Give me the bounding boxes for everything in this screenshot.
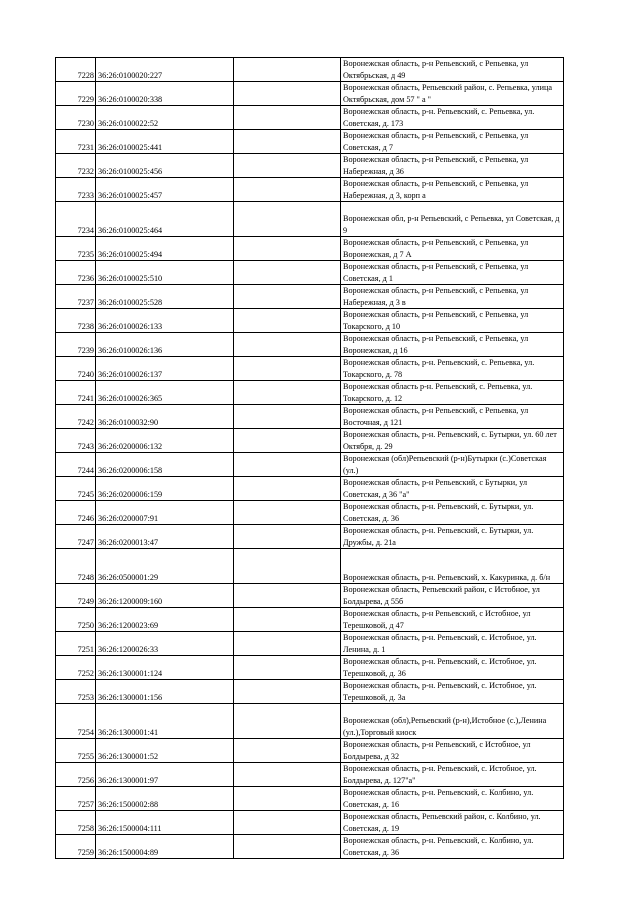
address-cell: Воронежская область, р-н. Репьевский, с. Бутырки, ул. Советская, д. 36: [341, 501, 564, 525]
address-cell: Воронежская (обл)Репьевский (р-н)Бутырки (с.)Советская (ул.): [341, 453, 564, 477]
row-number-cell: 7244: [56, 453, 96, 477]
address-cell: Воронежская область, р-н Репьевский, с Репьевка, ул Восточная, д 121: [341, 405, 564, 429]
row-number-cell: 7239: [56, 333, 96, 357]
row-number-cell: 7234: [56, 202, 96, 237]
table-row: [56, 787, 564, 811]
row-number-cell: 7255: [56, 739, 96, 763]
cadastral-number-cell: 36:26:1300001:124: [96, 656, 234, 680]
empty-cell: [234, 237, 341, 261]
cadastral-number-cell: 36:26:0100026:136: [96, 333, 234, 357]
row-number-cell: 7259: [56, 835, 96, 859]
cadastral-number-cell: 36:26:0100025:494: [96, 237, 234, 261]
empty-cell: [234, 405, 341, 429]
table-row: [56, 58, 564, 82]
row-number-cell: 7242: [56, 405, 96, 429]
address-cell: Воронежская область, р-н Репьевский, с Репьевка, ул Воронежская, д 16: [341, 333, 564, 357]
empty-cell: [234, 429, 341, 453]
address-cell: Воронежская область, р-н Репьевский, с Бутырки, ул Советская, д 36 "а": [341, 477, 564, 501]
empty-cell: [234, 106, 341, 130]
address-cell: Воронежская область, р-н. Репьевский, с. Бутырки, ул. 60 лет Октября, д. 29: [341, 429, 564, 453]
empty-cell: [234, 178, 341, 202]
row-number-cell: 7237: [56, 285, 96, 309]
table-row: [56, 357, 564, 381]
empty-cell: [234, 835, 341, 859]
cadastral-number-cell: 36:26:0200007:91: [96, 501, 234, 525]
table-row: [56, 453, 564, 477]
empty-cell: [234, 357, 341, 381]
row-number-cell: 7253: [56, 680, 96, 704]
cadastral-number-cell: 36:26:1300001:97: [96, 763, 234, 787]
empty-cell: [234, 58, 341, 82]
cadastral-number-cell: 36:26:1500004:89: [96, 835, 234, 859]
row-number-cell: 7257: [56, 787, 96, 811]
table-row: [56, 501, 564, 525]
row-number-cell: 7228: [56, 58, 96, 82]
table-row: [56, 835, 564, 859]
cadastral-number-cell: 36:26:0200013:47: [96, 525, 234, 549]
row-number-cell: 7245: [56, 477, 96, 501]
address-cell: Воронежская обл, р-н Репьевский, с Репьевка, ул Советская, д 9: [341, 202, 564, 237]
row-number-cell: 7243: [56, 429, 96, 453]
cadastral-number-cell: 36:26:1200026:33: [96, 632, 234, 656]
empty-cell: [234, 285, 341, 309]
cadastral-number-cell: 36:26:0100025:441: [96, 130, 234, 154]
table-row: [56, 525, 564, 549]
table-row: [56, 261, 564, 285]
empty-cell: [234, 787, 341, 811]
empty-cell: [234, 130, 341, 154]
row-number-cell: 7251: [56, 632, 96, 656]
address-cell: Воронежская область, р-н. Репьевский, с. Истобное, ул. Терешковой, д. 36: [341, 656, 564, 680]
table-row: [56, 381, 564, 405]
empty-cell: [234, 680, 341, 704]
cadastral-number-cell: 36:26:1200023:69: [96, 608, 234, 632]
table-row: [56, 106, 564, 130]
cadastral-number-cell: 36:26:0100032:90: [96, 405, 234, 429]
row-number-cell: 7247: [56, 525, 96, 549]
address-cell: Воронежская область, р-н Репьевский, с Репьевка, ул Воронежская, д 7 А: [341, 237, 564, 261]
row-number-cell: 7241: [56, 381, 96, 405]
table-row: [56, 154, 564, 178]
table-row: [56, 82, 564, 106]
address-cell: Воронежская область, Репьевский район, с Истобное, ул Болдырева, д 55б: [341, 584, 564, 608]
address-cell: Воронежская область, р-н. Репьевский, с. Истобное, ул. Болдырева, д. 127"а": [341, 763, 564, 787]
address-cell: Воронежская область, р-н. Репьевский, с. Истобное, ул. Терешковой, д. 3а: [341, 680, 564, 704]
address-cell: Воронежская область, р-н Репьевский, с Истобное, ул Терешковой, д 47: [341, 608, 564, 632]
address-cell: Воронежская область р-н. Репьевский, с. Репьевка, ул. Токарского, д. 12: [341, 381, 564, 405]
empty-cell: [234, 739, 341, 763]
empty-cell: [234, 525, 341, 549]
table-row: [56, 477, 564, 501]
cadastral-number-cell: 36:26:1300001:41: [96, 704, 234, 739]
row-number-cell: 7233: [56, 178, 96, 202]
registry-table: [55, 57, 564, 859]
row-number-cell: 7246: [56, 501, 96, 525]
table-row: [56, 429, 564, 453]
row-number-cell: 7256: [56, 763, 96, 787]
table-row: [56, 549, 564, 584]
cadastral-number-cell: 36:26:0100025:528: [96, 285, 234, 309]
row-number-cell: 7240: [56, 357, 96, 381]
cadastral-number-cell: 36:26:0100022:52: [96, 106, 234, 130]
empty-cell: [234, 477, 341, 501]
table-row: [56, 632, 564, 656]
empty-cell: [234, 333, 341, 357]
cadastral-number-cell: 36:26:0100025:456: [96, 154, 234, 178]
table-row: [56, 704, 564, 739]
empty-cell: [234, 202, 341, 237]
empty-cell: [234, 501, 341, 525]
table-row: [56, 178, 564, 202]
table-row: [56, 584, 564, 608]
table-row: [56, 285, 564, 309]
row-number-cell: 7232: [56, 154, 96, 178]
address-cell: Воронежская область, р-н. Репьевский, с. Репьевка, ул. Советская, д. 173: [341, 106, 564, 130]
cadastral-number-cell: 36:26:1300001:156: [96, 680, 234, 704]
row-number-cell: 7230: [56, 106, 96, 130]
address-cell: Воронежская область, Репьевский район, с. Колбино, ул. Советская, д. 19: [341, 811, 564, 835]
cadastral-number-cell: 36:26:1500002:88: [96, 787, 234, 811]
empty-cell: [234, 608, 341, 632]
row-number-cell: 7258: [56, 811, 96, 835]
table-row: [56, 608, 564, 632]
empty-cell: [234, 82, 341, 106]
address-cell: Воронежская область, р-н Репьевский, с Репьевка, ул Набережная, д 3, корп а: [341, 178, 564, 202]
address-cell: Воронежская область, р-н Репьевский, с Репьевка, ул Советская, д 7: [341, 130, 564, 154]
empty-cell: [234, 309, 341, 333]
cadastral-number-cell: 36:26:0200006:159: [96, 477, 234, 501]
address-cell: Воронежская область, р-н Репьевский, с Репьевка, ул Токарского, д 10: [341, 309, 564, 333]
empty-cell: [234, 811, 341, 835]
registry-table-body: [56, 58, 564, 859]
cadastral-number-cell: 36:26:0500001:29: [96, 549, 234, 584]
address-cell: Воронежская область, Репьевский район, с. Репьевка, улица Октябрьская, дом 57 " а ": [341, 82, 564, 106]
table-row: [56, 656, 564, 680]
empty-cell: [234, 763, 341, 787]
cadastral-number-cell: 36:26:1200009:160: [96, 584, 234, 608]
cadastral-number-cell: 36:26:0100020:227: [96, 58, 234, 82]
empty-cell: [234, 453, 341, 477]
address-cell: Воронежская область, р-н Репьевский, с Репьевка, ул Набережная, д 36: [341, 154, 564, 178]
address-cell: Воронежская область, р-н Репьевский, с Истобное, ул Болдырева, д 32: [341, 739, 564, 763]
row-number-cell: 7249: [56, 584, 96, 608]
cadastral-number-cell: 36:26:1500004:111: [96, 811, 234, 835]
row-number-cell: 7236: [56, 261, 96, 285]
row-number-cell: 7252: [56, 656, 96, 680]
row-number-cell: 7250: [56, 608, 96, 632]
table-row: [56, 739, 564, 763]
address-cell: Воронежская область, р-н. Репьевский, с. Репьевка, ул. Токарского, д. 78: [341, 357, 564, 381]
cadastral-number-cell: 36:26:0100025:464: [96, 202, 234, 237]
address-cell: Воронежская область, р-н. Репьевский, с. Истобное, ул. Ленина, д. 1: [341, 632, 564, 656]
address-cell: Воронежская область, р-н. Репьевский, с. Колбино, ул. Советская, д. 16: [341, 787, 564, 811]
row-number-cell: 7248: [56, 549, 96, 584]
empty-cell: [234, 632, 341, 656]
empty-cell: [234, 381, 341, 405]
row-number-cell: 7238: [56, 309, 96, 333]
empty-cell: [234, 704, 341, 739]
address-cell: Воронежская область, р-н Репьевский, с Репьевка, ул Набережная, д 3 в: [341, 285, 564, 309]
cadastral-number-cell: 36:26:0200006:158: [96, 453, 234, 477]
table-row: [56, 130, 564, 154]
empty-cell: [234, 154, 341, 178]
empty-cell: [234, 656, 341, 680]
table-row: [56, 763, 564, 787]
table-row: [56, 237, 564, 261]
row-number-cell: 7231: [56, 130, 96, 154]
address-cell: Воронежская область, р-н. Репьевский, с. Бутырки, ул. Дружбы, д. 21а: [341, 525, 564, 549]
address-cell: Воронежская область, р-н Репьевский, с Репьевка, ул Октябрьская, д 49: [341, 58, 564, 82]
table-row: [56, 811, 564, 835]
table-row: [56, 405, 564, 429]
table-row: [56, 309, 564, 333]
cadastral-number-cell: 36:26:1300001:52: [96, 739, 234, 763]
cadastral-number-cell: 36:26:0200006:132: [96, 429, 234, 453]
table-row: [56, 680, 564, 704]
row-number-cell: 7235: [56, 237, 96, 261]
address-cell: Воронежская область, р-н Репьевский, с Репьевка, ул Советская, д 1: [341, 261, 564, 285]
cadastral-number-cell: 36:26:0100026:137: [96, 357, 234, 381]
empty-cell: [234, 549, 341, 584]
empty-cell: [234, 584, 341, 608]
address-cell: Воронежская (обл),Репьевский (р-н),Истобное (с.),Ленина (ул.),Торговый киоск: [341, 704, 564, 739]
cadastral-number-cell: 36:26:0100025:510: [96, 261, 234, 285]
address-cell: Воронежская область, р-н. Репьевский, х. Какуринка, д. б/н: [341, 549, 564, 584]
cadastral-number-cell: 36:26:0100025:457: [96, 178, 234, 202]
row-number-cell: 7229: [56, 82, 96, 106]
address-cell: Воронежская область, р-н. Репьевский, с. Колбино, ул. Советская, д. 36: [341, 835, 564, 859]
table-row: [56, 333, 564, 357]
cadastral-number-cell: 36:26:0100026:133: [96, 309, 234, 333]
table-row: [56, 202, 564, 237]
cadastral-number-cell: 36:26:0100020:338: [96, 82, 234, 106]
row-number-cell: 7254: [56, 704, 96, 739]
empty-cell: [234, 261, 341, 285]
cadastral-number-cell: 36:26:0100026:365: [96, 381, 234, 405]
